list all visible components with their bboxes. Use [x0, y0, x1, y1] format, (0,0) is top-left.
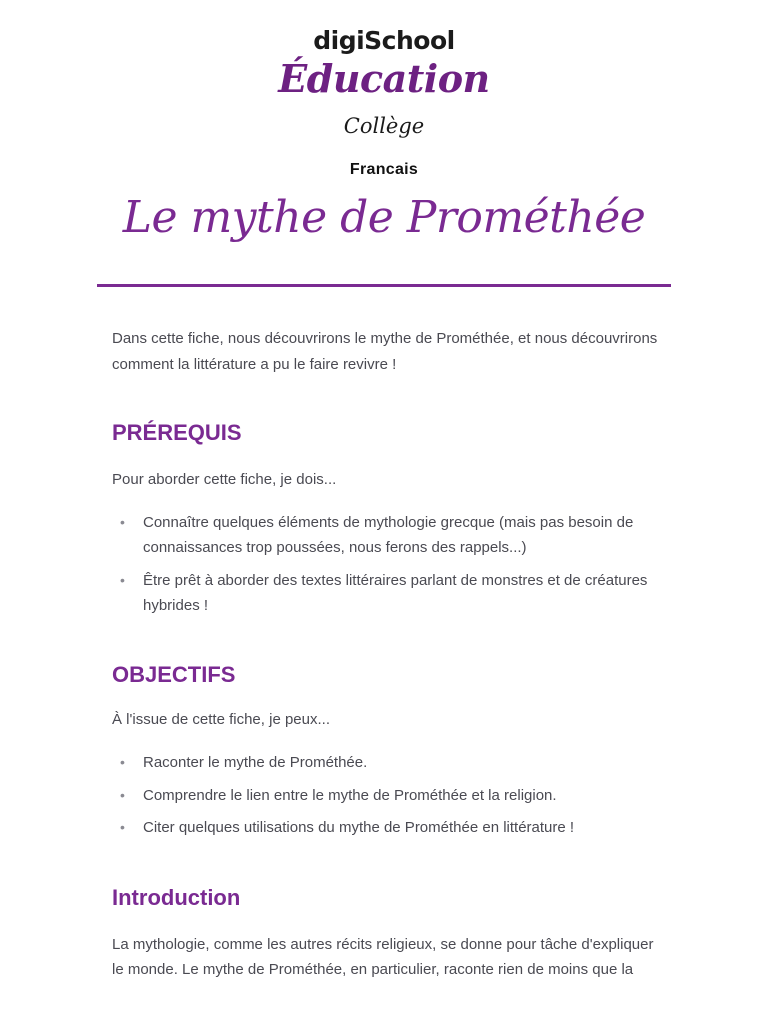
- list-item-text: Être prêt à aborder des textes littéraires parlant de monstres et de créatures hybrides !: [143, 571, 648, 614]
- objectifs-list: [112, 750, 662, 841]
- introduction-paragraph: La mythologie, comme les autres récits religieux, se donne pour tâche d'expliquer le monde. Le mythe de Prométhée, en particulier, raconte rien de moins que la: [112, 935, 654, 978]
- prerequis-lead: Pour aborder cette fiche, je dois...: [112, 471, 337, 488]
- page-title: Le mythe de Prométhée: [122, 192, 646, 243]
- section-heading-introduction: Introduction: [112, 884, 241, 910]
- list-item: [120, 815, 662, 841]
- school-level: Collège: [343, 114, 425, 138]
- section-heading-objectifs: OBJECTIFS: [112, 661, 236, 687]
- brand-subtitle: Éducation: [278, 56, 490, 101]
- list-item: [120, 783, 662, 809]
- subject-label: Francais: [349, 161, 419, 178]
- bullet-icon: •: [120, 571, 125, 588]
- list-item: [120, 568, 662, 619]
- intro-paragraph: Dans cette fiche, nous découvrirons le mythe de Prométhée, et nous découvrirons comment la littérature a pu le faire revivre !: [112, 330, 658, 373]
- list-item: [120, 510, 662, 561]
- brand-logo-text: digiSchool: [313, 26, 455, 55]
- bullet-icon: •: [120, 754, 125, 770]
- bullet-icon: •: [120, 786, 125, 803]
- list-item: [120, 750, 662, 776]
- document-body: [112, 326, 662, 983]
- list-item-text: Raconter le mythe de Prométhée.: [143, 754, 368, 771]
- list-item-text: Citer quelques utilisations du mythe de Prométhée en littérature !: [143, 819, 575, 836]
- list-item-text: Comprendre le lien entre le mythe de Prométhée et la religion.: [143, 786, 557, 804]
- bullet-icon: •: [120, 513, 125, 530]
- objectifs-lead: À l'issue de cette fiche, je peux...: [112, 710, 330, 728]
- prerequis-list: [112, 510, 662, 619]
- section-heading-prerequis: PRÉREQUIS: [112, 420, 242, 445]
- list-item-text: Connaître quelques éléments de mythologie grecque (mais pas besoin de connaissances trop poussées, nous ferons des rappels...): [143, 513, 634, 556]
- bullet-icon: •: [120, 819, 125, 835]
- header-divider: [97, 284, 671, 287]
